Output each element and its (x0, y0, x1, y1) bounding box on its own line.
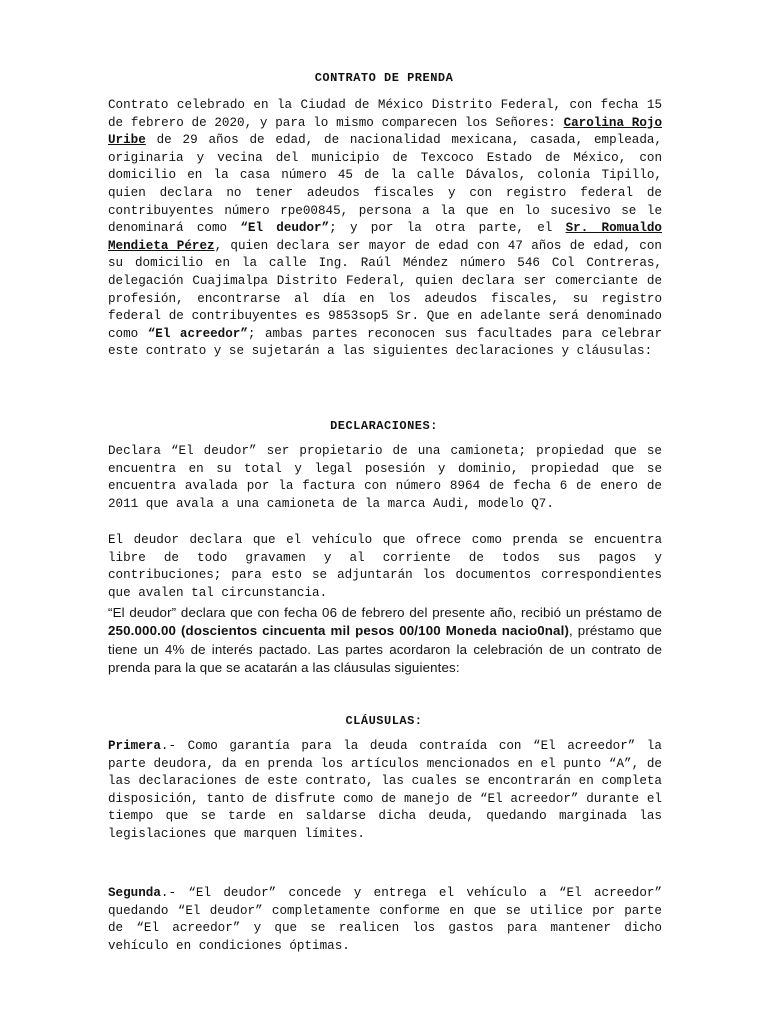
intro-text-2: de 29 años de edad, de nacionalidad mexicana, casada, empleada, originaria y vecina del municipio de Texcoco Estado de México, con domicilio en la casa número 45 de la calle Dávalos, colonia Tipillo, quien declara no tener adeudos fiscales y con registro federal de contribuyentes número rpe00845, persona a la que en lo sucesivo se le denominará como (108, 133, 662, 236)
clauses-heading: CLÁUSULAS: (345, 714, 423, 728)
declaration-1: Declara “El deudor” ser propietario de una camioneta; propiedad que se encuentra en su total y legal posesión y dominio, propiedad que se encuentra avalada por la factura con número 8964 de fecha 6 de enero de 2011 que avala a una camioneta de la marca Audi, modelo Q7. (108, 444, 662, 511)
intro-paragraph (108, 97, 662, 361)
document-title: CONTRATO DE PRENDA (314, 71, 454, 85)
declarations-heading: DECLARACIONES: (330, 419, 438, 433)
party-name-debtor: Carolina Rojo Uribe (108, 115, 663, 148)
loan-amount: 250.000.00 (doscientos cincuenta mil pesos 00/100 Moneda nacio0nal) (108, 623, 570, 639)
party-name-creditor: Sr. Romualdo Mendieta Pérez (108, 221, 662, 253)
clause-primera-label: Primera (108, 739, 161, 753)
intro-text-1: Contrato celebrado en la Ciudad de México Distrito Federal, con fecha 15 de febrero de 2020, y para lo mismo comparecen los Señores: (108, 98, 662, 130)
clause-segunda-text: .- “El deudor” concede y entrega el vehículo a “El acreedor” quedando “El deudor” completamente conforme en que se utilice por parte de “El acreedor” y que se realicen los gastos para mantener dicho vehículo en condiciones óptimas. (108, 886, 662, 953)
intro-text-3: ; y por la otra parte, el (329, 221, 566, 236)
clause-primera (108, 738, 662, 844)
debtor-term: “El deudor” (240, 221, 330, 236)
clause-segunda (108, 885, 662, 955)
declaration-3-text-2: , préstamo que tiene un 4% de interés pactado. Las partes acordaron la celebración de un contrato de prenda para la que se acatarán a las cláusulas siguientes: (108, 623, 662, 676)
declaration-2: El deudor declara que el vehículo que ofrece como prenda se encuentra libre de todo gravamen y al corriente de todos sus pagos y contribuciones; para esto se adjuntarán los documentos correspondientes que avalen tal circunstancia. (108, 533, 662, 600)
clause-primera-text: .- Como garantía para la deuda contraída con “El acreedor” la parte deudora, da en prenda los artículos mencionados en el punto “A”, de las declaraciones de este contrato, las cuales se encontrarán en completa disposición, tanto de disfrute como de manejo de “El acreedor” durante el tiempo que se tarde en saldarse dicha deuda, quedando marginada las legislaciones que marquen límites. (108, 739, 662, 841)
creditor-term: “El acreedor” (147, 326, 248, 341)
declaration-3-text-1: “El deudor” declara que con fecha 06 de febrero del presente año, recibió un préstamo de (108, 605, 662, 620)
intro-text-5: ; ambas partes reconocen sus facultades para celebrar este contrato y se sujetarán a las siguientes declaraciones y cláusulas: (108, 326, 663, 359)
declaration-3 (108, 604, 662, 678)
intro-text-4: , quien declara ser mayor de edad con 47 años de edad, con su domicilio en la calle Ing. Raúl Méndez número 546 Col Contreras, delegación Cuajimalpa Distrito Federal, quien declara ser comerciante de profesión, encontrarse al día en los adeudos fiscales, su registro federal de contribuyentes es 9853sop5 Sr. Que en adelante será denominado como (108, 238, 662, 341)
clause-segunda-label: Segunda (108, 886, 161, 900)
